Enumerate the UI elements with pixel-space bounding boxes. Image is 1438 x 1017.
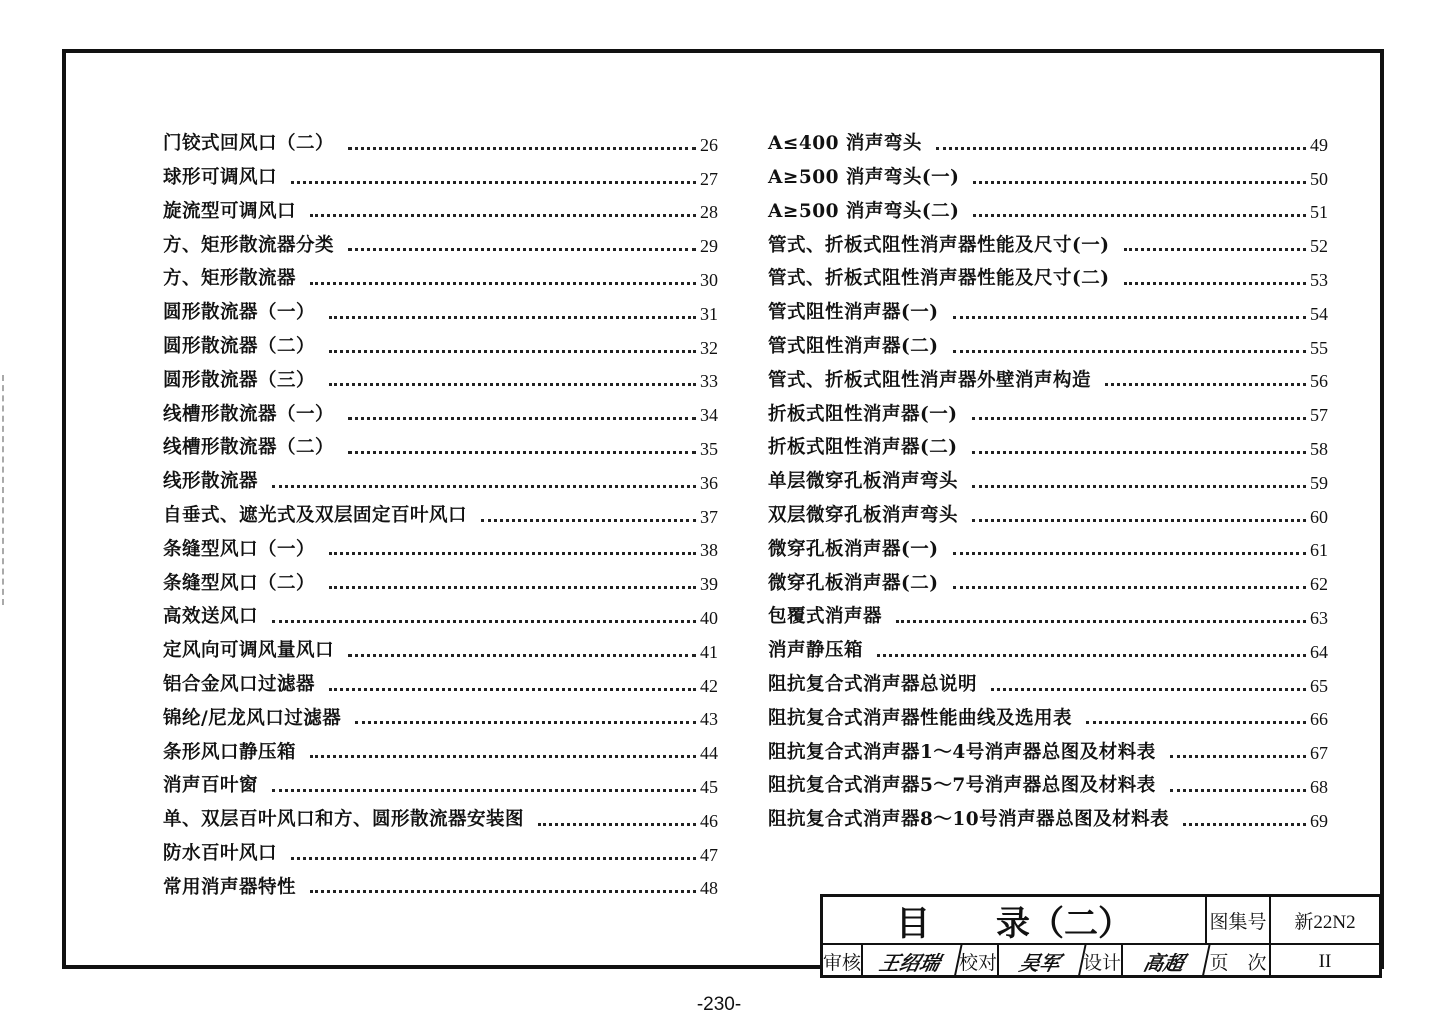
toc-leader-dots [329, 350, 696, 353]
toc-entry [768, 593, 1328, 627]
toc-entry-title: 消声百叶窗 [163, 775, 259, 797]
toc-leader-dots [348, 417, 696, 420]
toc-leader-dots [991, 688, 1306, 691]
toc-entry-page: 46 [700, 810, 718, 831]
toc-left-column [163, 120, 718, 897]
toc-entry [768, 762, 1328, 796]
toc-entry-page: 45 [700, 776, 718, 797]
toc-entry [163, 221, 718, 255]
toc-entry [163, 188, 718, 222]
toc-entry [163, 593, 718, 627]
toc-entry [768, 695, 1328, 729]
toc-entry-title: 门铰式回风口（二） [163, 133, 335, 155]
toc-entry-title: 自垂式、遮光式及双层固定百叶风口 [163, 505, 468, 527]
toc-entry-page: 34 [700, 405, 718, 426]
toc-entry-title: 阻抗复合式消声器8～10号消声器总图及材料表 [768, 809, 1170, 831]
toc-entry [163, 390, 718, 424]
toc-entry-page: 47 [700, 844, 718, 865]
toc-entry-title: A≥500 消声弯头(二) [768, 200, 960, 222]
toc-entry-page: 55 [1310, 337, 1328, 358]
toc-leader-dots [348, 248, 696, 251]
toc-entry [163, 830, 718, 864]
toc-entry-title: 常用消声器特性 [163, 876, 297, 898]
review-signature: 王绍瑞 [859, 945, 962, 978]
toc-entry-title: 双层微穿孔板消声弯头 [768, 505, 959, 527]
toc-entry-title: 阻抗复合式消声器总说明 [768, 674, 978, 696]
toc-entry [768, 526, 1328, 560]
toc-entry-title: 微穿孔板消声器(一) [768, 538, 939, 560]
title-block-row-title [823, 897, 1379, 945]
toc-entry-page: 56 [1310, 371, 1328, 392]
toc-entry-title: 线槽形散流器（一） [163, 403, 335, 425]
toc-entry [163, 559, 718, 593]
toc-entry-page: 39 [700, 574, 718, 595]
toc-entry [768, 796, 1328, 830]
toc-entry-page: 27 [700, 168, 718, 189]
toc-entry-page: 32 [700, 337, 718, 358]
check-label: 校对 [959, 945, 999, 978]
toc-entry [768, 357, 1328, 391]
toc-entry-title: 阻抗复合式消声器5～7号消声器总图及材料表 [768, 775, 1156, 797]
toc-entry-title: 单、双层百叶风口和方、圆形散流器安装图 [163, 809, 525, 831]
atlas-number-label: 图集号 [1207, 897, 1271, 943]
toc-entry-page: 33 [700, 371, 718, 392]
title-part-2: 录（二） [996, 903, 1132, 944]
toc-leader-dots [1124, 282, 1306, 285]
toc-entry-page: 41 [700, 641, 718, 662]
toc-entry-page: 50 [1310, 168, 1328, 189]
toc-entry-title: 定风向可调风量风口 [163, 640, 335, 662]
toc-leader-dots [329, 552, 696, 555]
toc-entry-title: 管式、折板式阻性消声器外壁消声构造 [768, 369, 1092, 391]
toc-entry-page: 37 [700, 506, 718, 527]
toc-leader-dots [272, 789, 696, 792]
toc-leader-dots [1170, 789, 1306, 792]
toc-entry [163, 120, 718, 154]
toc-entry [163, 492, 718, 526]
toc-entry-page: 61 [1310, 540, 1328, 561]
toc-entry-page: 54 [1310, 303, 1328, 324]
toc-leader-dots [329, 383, 696, 386]
toc-leader-dots [348, 451, 696, 454]
toc-entry-page: 57 [1310, 405, 1328, 426]
toc-entry [768, 458, 1328, 492]
toc-entry [768, 390, 1328, 424]
toc-leader-dots [272, 485, 696, 488]
check-signature: 吴军 [995, 945, 1086, 978]
toc-entry-page: 31 [700, 303, 718, 324]
toc-entry-title: 防水百叶风口 [163, 843, 278, 865]
toc-leader-dots [936, 147, 1306, 150]
toc-entry [163, 424, 718, 458]
toc-leader-dots [973, 214, 1306, 217]
toc-entry [163, 661, 718, 695]
toc-leader-dots [972, 485, 1306, 488]
toc-entry-page: 58 [1310, 438, 1328, 459]
toc-entry [163, 526, 718, 560]
review-label: 审核 [823, 945, 863, 978]
toc-entry-title: 管式、折板式阻性消声器性能及尺寸(一) [768, 234, 1110, 256]
toc-entry-page: 49 [1310, 134, 1328, 155]
toc-entry-title: 消声静压箱 [768, 640, 864, 662]
toc-entry [768, 627, 1328, 661]
toc-entry [768, 424, 1328, 458]
toc-leader-dots [291, 857, 696, 860]
toc-entry [163, 728, 718, 762]
toc-entry-page: 36 [700, 472, 718, 493]
toc-right-column [768, 120, 1328, 830]
toc-entry [768, 188, 1328, 222]
toc-entry-title: 条缝型风口（一） [163, 538, 316, 560]
toc-entry-title: 锦纶/尼龙风口过滤器 [163, 707, 342, 729]
toc-entry-page: 66 [1310, 709, 1328, 730]
toc-entry-page: 48 [700, 878, 718, 899]
toc-entry [163, 289, 718, 323]
toc-entry-title: A≥500 消声弯头(一) [768, 167, 960, 189]
toc-leader-dots [348, 654, 696, 657]
toc-leader-dots [310, 282, 696, 285]
toc-entry-page: 64 [1310, 641, 1328, 662]
toc-leader-dots [355, 721, 696, 724]
toc-leader-dots [1105, 383, 1306, 386]
toc-entry-title: 管式、折板式阻性消声器性能及尺寸(二) [768, 268, 1110, 290]
toc-entry-page: 65 [1310, 675, 1328, 696]
toc-entry [163, 627, 718, 661]
toc-entry-title: 折板式阻性消声器(二) [768, 437, 958, 459]
toc-leader-dots [1124, 248, 1306, 251]
toc-leader-dots [310, 214, 696, 217]
page-value: II [1318, 950, 1332, 972]
toc-entry [163, 695, 718, 729]
toc-entry-title: 球形可调风口 [163, 167, 278, 189]
toc-entry [768, 154, 1328, 188]
title-part-1: 目 [896, 903, 930, 944]
page-label: 页 次 [1207, 945, 1271, 978]
toc-entry-page: 63 [1310, 607, 1328, 628]
toc-entry-page: 51 [1310, 202, 1328, 223]
toc-leader-dots [329, 586, 696, 589]
toc-entry-page: 28 [700, 202, 718, 223]
toc-leader-dots [310, 890, 696, 893]
toc-entry [768, 120, 1328, 154]
toc-leader-dots [972, 519, 1306, 522]
binding-margin-marks [2, 375, 7, 605]
toc-entry-page: 38 [700, 540, 718, 561]
toc-entry-title: 圆形散流器（二） [163, 336, 316, 358]
toc-entry [768, 559, 1328, 593]
toc-entry [163, 796, 718, 830]
toc-entry-title: 条缝型风口（二） [163, 572, 316, 594]
toc-leader-dots [329, 688, 696, 691]
toc-leader-dots [877, 654, 1306, 657]
toc-entry-title: 铝合金风口过滤器 [163, 674, 316, 696]
toc-entry-title: 方、矩形散流器分类 [163, 234, 335, 256]
toc-entry-title: 管式阻性消声器(二) [768, 336, 939, 358]
toc-entry [768, 323, 1328, 357]
toc-leader-dots [953, 586, 1306, 589]
toc-entry [768, 492, 1328, 526]
toc-entry [163, 762, 718, 796]
toc-entry-page: 40 [700, 607, 718, 628]
design-label: 设计 [1083, 945, 1123, 978]
toc-entry-page: 52 [1310, 236, 1328, 257]
toc-entry [163, 154, 718, 188]
toc-entry [768, 289, 1328, 323]
toc-entry-page: 35 [700, 438, 718, 459]
toc-entry-title: 圆形散流器（三） [163, 369, 316, 391]
toc-leader-dots [272, 620, 696, 623]
toc-leader-dots [348, 147, 696, 150]
toc-leader-dots [896, 620, 1306, 623]
toc-entry-title: 折板式阻性消声器(一) [768, 403, 958, 425]
document-title [823, 897, 1207, 943]
toc-entry-page: 68 [1310, 776, 1328, 797]
toc-leader-dots [973, 181, 1306, 184]
page-number: -230- [696, 994, 742, 1015]
toc-leader-dots [972, 451, 1306, 454]
toc-entry-page: 59 [1310, 472, 1328, 493]
toc-leader-dots [1183, 823, 1306, 826]
toc-entry [768, 661, 1328, 695]
toc-entry-title: 线槽形散流器（二） [163, 437, 335, 459]
toc-entry [163, 323, 718, 357]
title-block [820, 894, 1382, 978]
atlas-number-value: 新22N2 [1294, 911, 1356, 933]
toc-entry-page: 30 [700, 269, 718, 290]
toc-entry-title: 线形散流器 [163, 471, 259, 493]
toc-entry [163, 458, 718, 492]
toc-entry-page: 43 [700, 709, 718, 730]
toc-entry-page: 69 [1310, 810, 1328, 831]
toc-entry-title: 包覆式消声器 [768, 606, 883, 628]
toc-entry [768, 728, 1328, 762]
toc-leader-dots [329, 316, 696, 319]
toc-entry-title: 阻抗复合式消声器1～4号消声器总图及材料表 [768, 741, 1156, 763]
title-block-row-signatures [823, 945, 1379, 978]
toc-entry-title: 微穿孔板消声器(二) [768, 572, 939, 594]
toc-entry [768, 255, 1328, 289]
toc-leader-dots [538, 823, 696, 826]
toc-entry-title: 单层微穿孔板消声弯头 [768, 471, 959, 493]
toc-entry-title: A≤400 消声弯头 [768, 133, 922, 155]
toc-entry-page: 62 [1310, 574, 1328, 595]
toc-leader-dots [1086, 721, 1306, 724]
toc-entry-title: 管式阻性消声器(一) [768, 302, 939, 324]
toc-entry-title: 旋流型可调风口 [163, 200, 297, 222]
toc-leader-dots [481, 519, 696, 522]
design-signature: 高超 [1119, 945, 1210, 978]
toc-entry-title: 高效送风口 [163, 606, 259, 628]
toc-leader-dots [953, 552, 1306, 555]
toc-entry [768, 221, 1328, 255]
toc-entry-page: 60 [1310, 506, 1328, 527]
toc-entry-page: 67 [1310, 743, 1328, 764]
toc-entry-page: 26 [700, 134, 718, 155]
toc-entry [163, 255, 718, 289]
toc-leader-dots [291, 181, 696, 184]
toc-entry [163, 357, 718, 391]
toc-leader-dots [953, 316, 1306, 319]
toc-entry-title: 条形风口静压箱 [163, 741, 297, 763]
toc-entry-page: 53 [1310, 269, 1328, 290]
toc-leader-dots [1170, 755, 1306, 758]
toc-leader-dots [953, 350, 1306, 353]
toc-leader-dots [310, 755, 696, 758]
toc-entry-page: 29 [700, 236, 718, 257]
toc-entry-page: 42 [700, 675, 718, 696]
toc-leader-dots [972, 417, 1306, 420]
toc-entry-title: 阻抗复合式消声器性能曲线及选用表 [768, 707, 1073, 729]
toc-entry-title: 方、矩形散流器 [163, 268, 297, 290]
toc-entry-title: 圆形散流器（一） [163, 302, 316, 324]
toc-entry-page: 44 [700, 743, 718, 764]
toc-entry [163, 864, 718, 898]
